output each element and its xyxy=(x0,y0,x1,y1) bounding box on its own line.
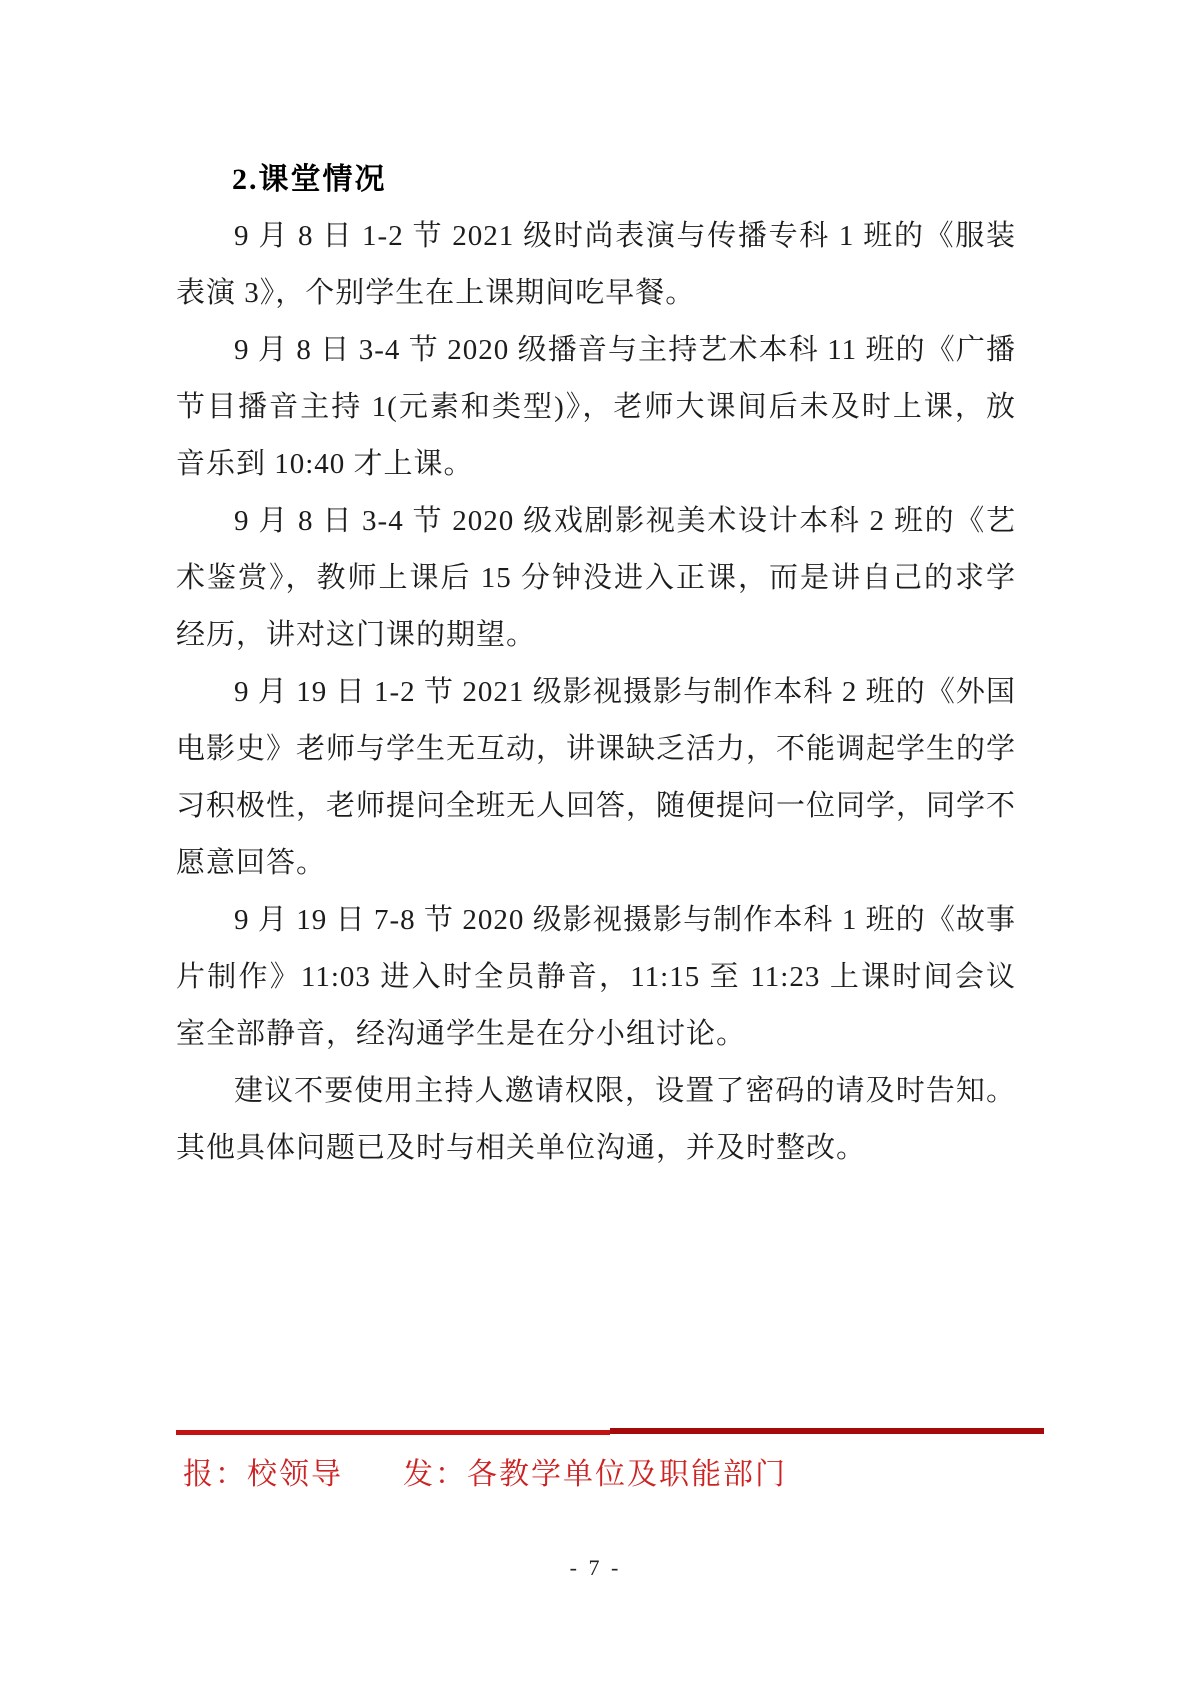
section-heading: 2.课堂情况 xyxy=(232,163,387,196)
document-body xyxy=(176,151,1016,1177)
paragraph: 建议不要使用主持人邀请权限，设置了密码的请及时告知。其他具体问题已及时与相关单位沟通，并及时整改。 xyxy=(176,1075,1016,1164)
footer-distribute-label: 发：各教学单位及职能部门 xyxy=(403,1458,787,1491)
footer-red-rule-right-segment xyxy=(610,1428,1044,1434)
paragraph: 9 月 8 日 3-4 节 2020 级播音与主持艺术本科 11 班的《广播节目播音主持 1(元素和类型)》，老师大课间后未及时上课，放音乐到 10:40 才上课。 xyxy=(176,334,1016,480)
paragraph: 9 月 19 日 7-8 节 2020 级影视摄影与制作本科 1 班的《故事片制作》11:03 进入时全员静音，11:15 至 11:23 上课时间会议室全部静音，经沟通学生是在分小组讨论。 xyxy=(176,904,1016,1050)
paragraph: 9 月 19 日 1-2 节 2021 级影视摄影与制作本科 2 班的《外国电影史》老师与学生无互动，讲课缺乏活力，不能调起学生的学习积极性，老师提问全班无人回答，随便提问一位同学，同学不愿意回答。 xyxy=(176,676,1017,879)
page-number: - 7 - xyxy=(569,1555,622,1580)
footer-red-rule-left-segment xyxy=(176,1430,610,1435)
paragraph: 9 月 8 日 1-2 节 2021 级时尚表演与传播专科 1 班的《服装表演 3》，个别学生在上课期间吃早餐。 xyxy=(176,220,1016,309)
paragraph: 9 月 8 日 3-4 节 2020 级戏剧影视美术设计本科 2 班的《艺术鉴赏》，教师上课后 15 分钟没进入正课，而是讲自己的求学经历，讲对这门课的期望。 xyxy=(176,505,1016,651)
footer-report-label: 报：校领导 xyxy=(183,1458,343,1491)
